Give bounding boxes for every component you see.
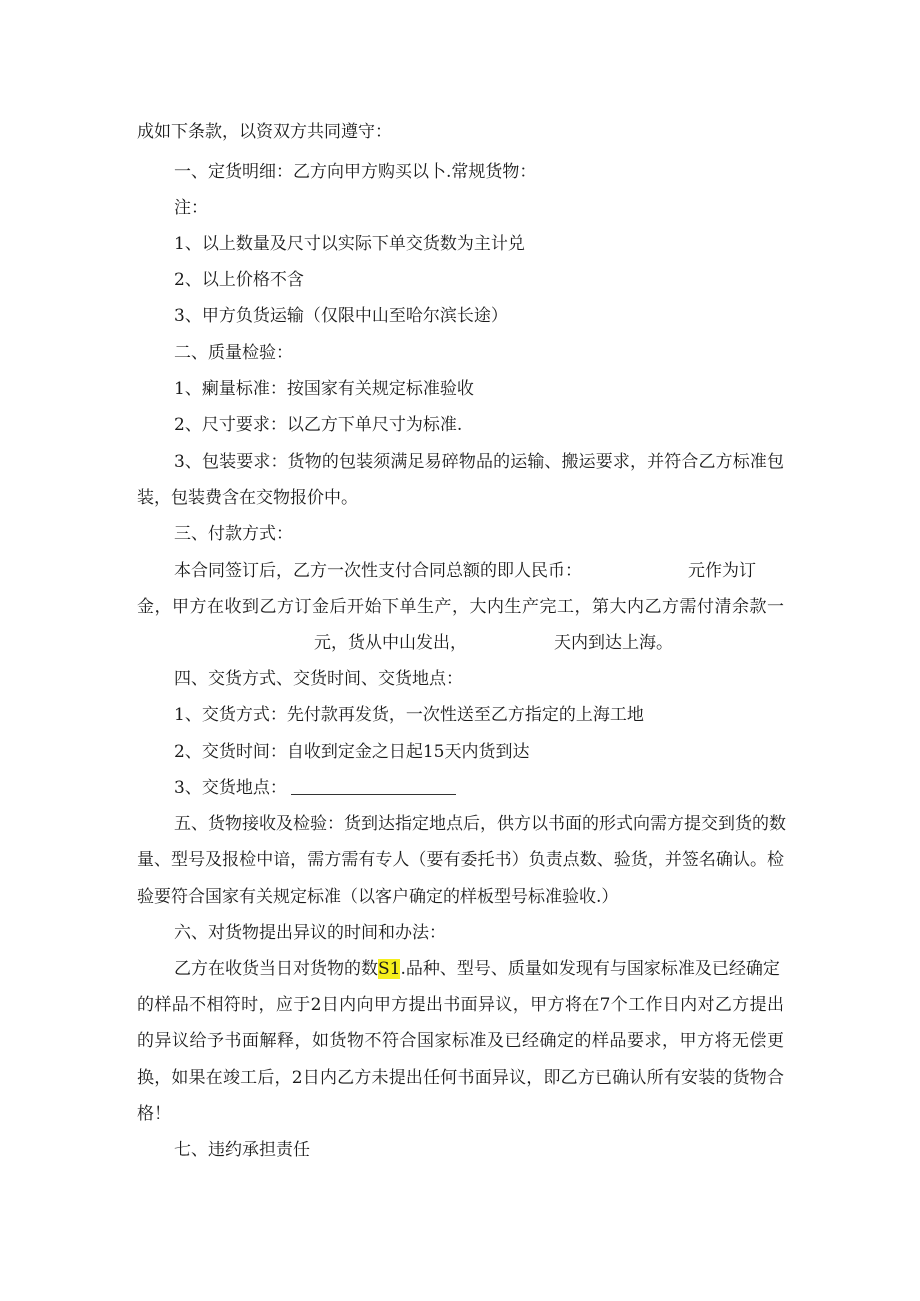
highlighted-text: S1 [378, 959, 401, 979]
s3-line-2: 金，甲方在收到乙方订金后开始下单生产，大内生产完工，第大内乙方需付清余款一 [137, 597, 784, 617]
s5-line-1: 五、货物接收及检验：货到达指定地点后，供方以书面的形式向需方提交到货的数 [174, 814, 786, 834]
section-6-heading: 六、对货物提出异议的时间和办法： [174, 923, 446, 943]
s2-item-3-cont: 装，包装费含在交物报价中。 [137, 488, 358, 508]
s3-line-1a: 本合同签订后，乙方一次性支付合同总额的即人民币： [174, 561, 582, 581]
s2-item-3: 3、包装要求：货物的包装须满足易碎物品的运输、搬运要求，并符合乙方标准包 [174, 452, 784, 472]
s5-line-2: 量、型号及报检中谙，需方需有专人（要有委托书）负责点数、验货，并签名确认。检 [137, 850, 784, 870]
s6-line-5: 格！ [137, 1104, 171, 1124]
s6-line-1-part-a: 乙方在收货当日对货物的数 [174, 959, 378, 979]
section-2-heading: 二、质量检验： [174, 343, 293, 363]
s3-line-3b: 天内到达上海。 [554, 633, 673, 653]
s4-item-2: 2、交货时间：自收到定金之日起15天内货到达 [174, 742, 530, 762]
s2-item-1: 1、瘌量标准：按国家有关规定标准验收 [174, 379, 474, 399]
s3-line-1b: 元作为订 [688, 561, 756, 581]
s6-line-1 [174, 957, 784, 981]
s1-item-1: 1、以上数量及尺寸以实际下单交货数为主计兑 [174, 234, 525, 254]
s6-line-4: 换，如果在竣工后，2日内乙方未提出任何书面异议，即乙方已确认所有安装的货物合 [137, 1068, 784, 1088]
delivery-location-blank [291, 778, 456, 795]
section-3-heading: 三、付款方式： [174, 524, 293, 544]
section-4-heading: 四、交货方式、交货时间、交货地点： [174, 669, 463, 689]
s4-item-1: 1、交货方式：先付款再发货，一次性送至乙方指定的上海工地 [174, 705, 644, 725]
note-label: 注： [174, 198, 208, 218]
s1-item-3: 3、甲方负货运输（仅限中山至哈尔滨长途） [174, 306, 508, 326]
intro-line: 成如下条款，以资双方共同遵守： [137, 122, 392, 142]
s6-line-3: 的异议给予书面解释，如货物不符合国家标准及已经确定的样品要求，甲方将无偿更 [137, 1031, 784, 1051]
s6-line-2: 的样品不相符时，应于2日内向甲方提出书面异议，甲方将在7个工作日内对乙方提出 [137, 995, 784, 1015]
s2-item-2: 2、尺寸要求：以乙方下单尺寸为标准. [174, 415, 463, 435]
section-1-heading: 一、定货明细：乙方向甲方购买以卜.常规货物： [174, 162, 537, 182]
section-7-heading: 七、违约承担责任 [174, 1140, 310, 1160]
s1-item-2: 2、以上价格不含 [174, 270, 304, 290]
s4-item-3-label: 3、交货地点： [174, 778, 287, 798]
s3-line-3a: 元，货从中山发出， [314, 633, 467, 653]
s4-item-3 [174, 776, 456, 800]
s5-line-3: 验要符合国家有关规定标准（以客户确定的样板型号标准验收.） [137, 887, 619, 907]
s6-line-1-part-b: .品种、型号、质量如发现有与国家标准及已经确定 [400, 959, 780, 979]
